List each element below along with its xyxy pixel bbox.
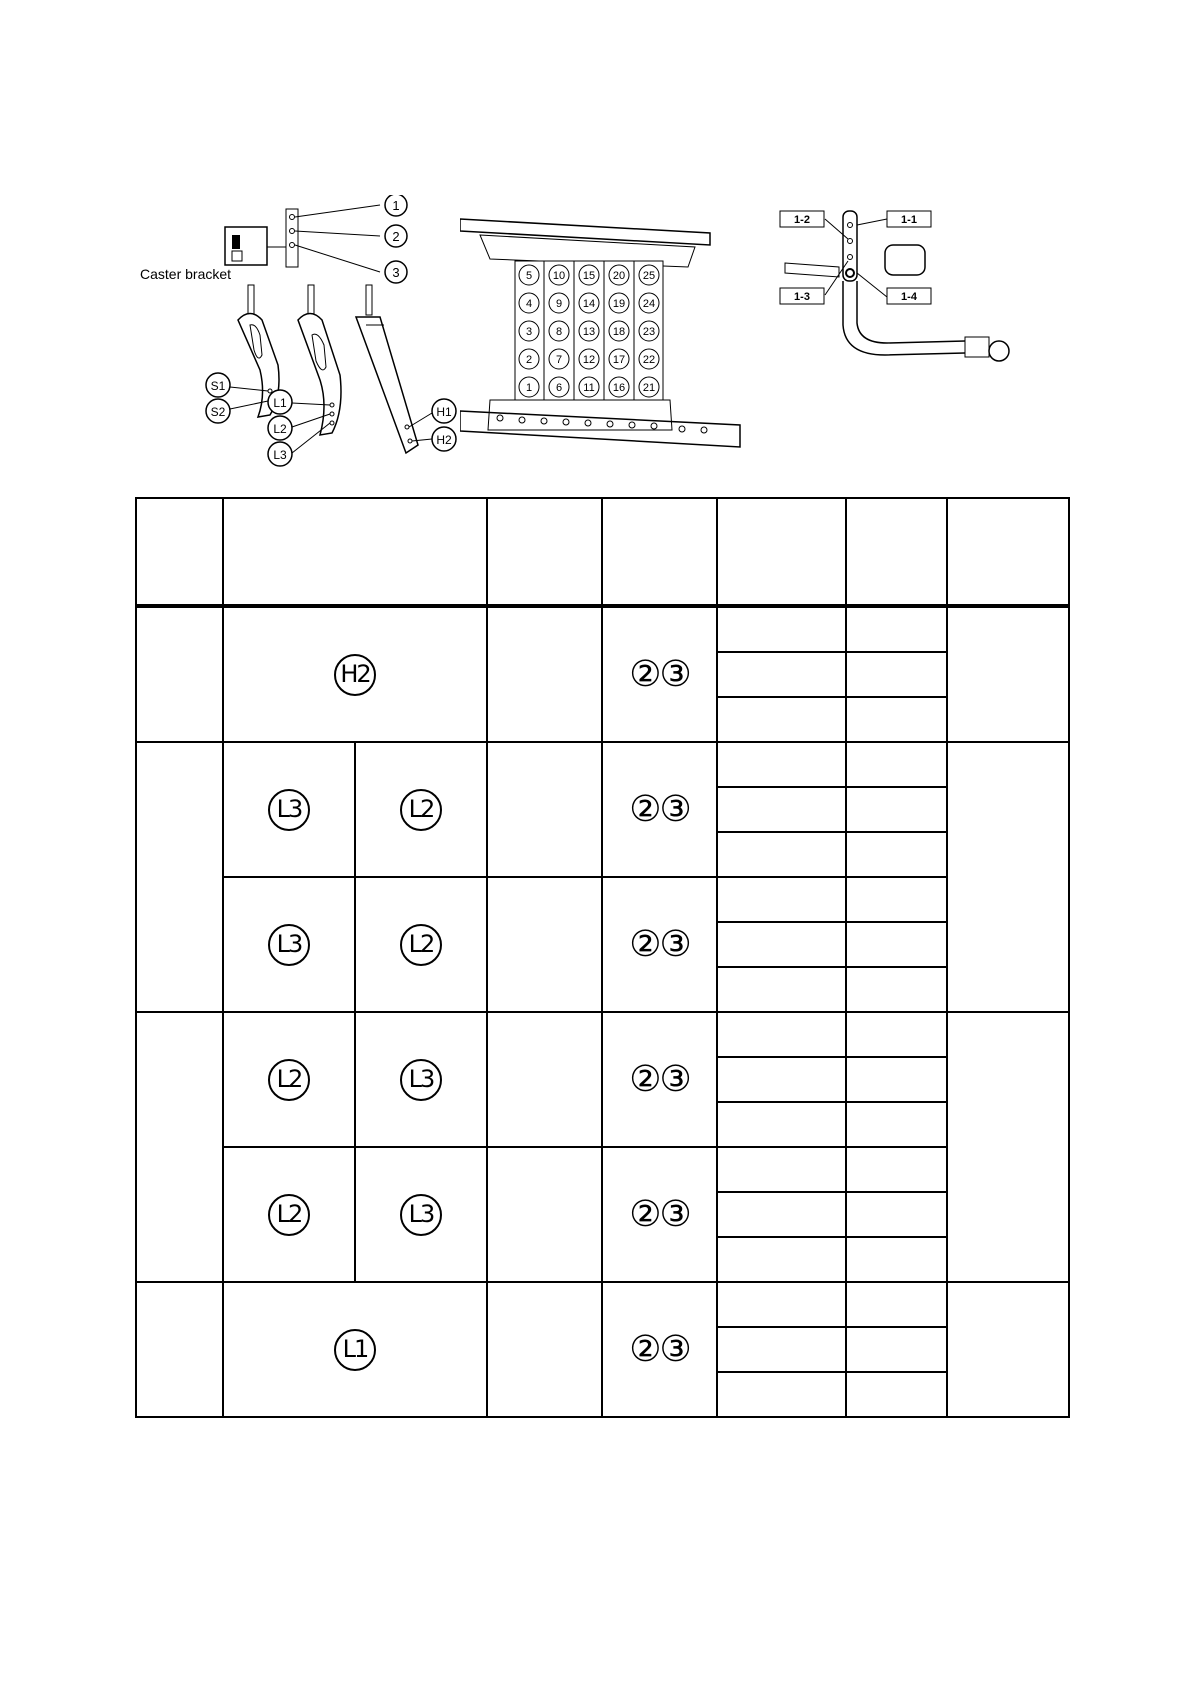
axle-hole-number: 12 <box>582 354 596 366</box>
axle-hole-number: 2 <box>525 354 533 366</box>
fork-hole-h1-label: H1 <box>436 405 452 419</box>
header-cell <box>602 498 717 606</box>
fork-position-left-cell <box>223 877 355 1012</box>
header-cell <box>846 498 947 606</box>
axle-hole-number: 19 <box>612 298 626 310</box>
fork-position-left-cell <box>223 742 355 877</box>
bracket-position-cell <box>602 1282 717 1417</box>
table-cell <box>717 832 846 877</box>
table-cell <box>947 742 1069 1012</box>
fork-hole-badge: H2 <box>334 654 376 696</box>
table-cell <box>717 652 846 697</box>
axle-hole-number: 7 <box>555 354 563 366</box>
anti-tip-label-1-4: 1-4 <box>901 291 917 303</box>
fork-hole-s1-label: S1 <box>210 379 226 393</box>
table-cell <box>846 922 947 967</box>
bracket-position-cell <box>602 742 717 877</box>
bracket-holes-text: ②③ <box>629 1329 690 1370</box>
table-cell <box>846 1192 947 1237</box>
bracket-holes-text: ②③ <box>629 789 690 830</box>
axle-hole-number: 6 <box>555 382 563 394</box>
table-cell <box>487 877 602 1012</box>
bracket-hole-2-label: 2 <box>392 229 400 244</box>
axle-hole-number: 4 <box>525 298 533 310</box>
table-cell <box>487 1012 602 1147</box>
fork-position-cell <box>223 606 487 742</box>
bracket-position-cell <box>602 606 717 742</box>
axle-hole-number: 24 <box>642 298 656 310</box>
table-cell <box>846 1147 947 1192</box>
table-cell <box>846 1012 947 1057</box>
bracket-holes-text: ②③ <box>629 1059 690 1100</box>
fork-hole-badge: L2 <box>400 789 442 831</box>
group-cell <box>136 1012 223 1282</box>
table-cell <box>846 1237 947 1282</box>
header-cell <box>947 498 1069 606</box>
axle-hole-number: 14 <box>582 298 596 310</box>
table-cell <box>487 1147 602 1282</box>
axle-hole-number: 20 <box>612 270 626 282</box>
axle-hole-number: 25 <box>642 270 656 282</box>
table-cell <box>846 652 947 697</box>
header-cell <box>487 498 602 606</box>
fork-hole-l1-label: L1 <box>273 396 287 410</box>
fork-position-cell <box>223 1282 487 1417</box>
axle-hole-number: 23 <box>642 326 656 338</box>
table-row <box>136 606 1069 652</box>
fork-position-right-cell <box>355 1147 487 1282</box>
table-cell <box>947 606 1069 742</box>
table-cell <box>846 877 947 922</box>
table-cell <box>846 1102 947 1147</box>
table-row <box>136 1012 1069 1057</box>
axle-hole-number: 3 <box>525 326 533 338</box>
axle-hole-number: 9 <box>555 298 563 310</box>
table-cell <box>717 1147 846 1192</box>
table-cell <box>717 697 846 742</box>
axle-hole-number: 1 <box>525 382 533 394</box>
group-cell <box>136 606 223 742</box>
table-cell <box>846 1327 947 1372</box>
group-cell <box>136 742 223 1012</box>
fork-hole-badge: L3 <box>268 789 310 831</box>
header-cell <box>136 498 223 606</box>
axle-hole-number: 11 <box>583 382 595 394</box>
fork-position-right-cell <box>355 742 487 877</box>
fork-hole-s2-label: S2 <box>210 405 226 419</box>
table-cell <box>717 1057 846 1102</box>
table-cell <box>487 742 602 877</box>
bracket-hole-3-label: 3 <box>392 265 400 280</box>
table-row <box>136 1282 1069 1327</box>
axle-plate-figure <box>460 215 745 455</box>
fork-hole-badge: L2 <box>400 924 442 966</box>
axle-hole-number: 10 <box>552 270 566 282</box>
table-cell <box>717 922 846 967</box>
caster-fork-figure <box>200 195 470 485</box>
bracket-position-cell <box>602 877 717 1012</box>
bracket-holes-text: ②③ <box>629 1194 690 1235</box>
axle-hole-number: 22 <box>642 354 656 366</box>
table-cell <box>717 787 846 832</box>
table-cell <box>947 1282 1069 1417</box>
axle-hole-number: 13 <box>582 326 596 338</box>
bracket-hole-1-label: 1 <box>392 198 400 213</box>
table-cell <box>717 967 846 1012</box>
table-cell <box>717 606 846 652</box>
axle-hole-number: 21 <box>642 382 656 394</box>
header-cell <box>223 498 487 606</box>
fork-position-left-cell <box>223 1012 355 1147</box>
table-cell <box>487 606 602 742</box>
table-row <box>136 1147 1069 1192</box>
axle-hole-number: 5 <box>525 270 533 282</box>
bracket-position-cell <box>602 1147 717 1282</box>
table-cell <box>846 832 947 877</box>
bracket-holes-text: ②③ <box>629 924 690 965</box>
fork-position-right-cell <box>355 1012 487 1147</box>
table-cell <box>717 1327 846 1372</box>
bracket-position-cell <box>602 1012 717 1147</box>
fork-hole-badge: L1 <box>334 1329 376 1371</box>
table-cell <box>947 1012 1069 1282</box>
table-cell <box>846 697 947 742</box>
table-header-row <box>136 498 1069 606</box>
table-cell <box>487 1282 602 1417</box>
group-cell <box>136 1282 223 1417</box>
caster-bracket-caption: Caster bracket <box>140 266 232 282</box>
table-cell <box>717 1192 846 1237</box>
table-cell <box>717 877 846 922</box>
table-cell <box>717 1102 846 1147</box>
fork-hole-badge: L2 <box>268 1059 310 1101</box>
table-cell <box>717 1372 846 1417</box>
axle-hole-number: 18 <box>612 326 626 338</box>
table-cell <box>846 1057 947 1102</box>
anti-tip-label-1-3: 1-3 <box>794 291 810 303</box>
table-row <box>136 742 1069 787</box>
fork-hole-badge: L3 <box>268 924 310 966</box>
bracket-holes-text: ②③ <box>629 654 690 695</box>
axle-hole-number: 8 <box>555 326 563 338</box>
fork-hole-h2-label: H2 <box>436 433 452 447</box>
table-cell <box>846 967 947 1012</box>
table-cell <box>717 1237 846 1282</box>
table-cell <box>717 1012 846 1057</box>
anti-tip-figure <box>775 205 1035 385</box>
axle-hole-number: 16 <box>612 382 626 394</box>
fork-hole-badge: L3 <box>400 1059 442 1101</box>
anti-tip-label-1-1: 1-1 <box>901 214 917 226</box>
anti-tip-label-1-2: 1-2 <box>794 214 810 226</box>
table-cell <box>846 1282 947 1327</box>
header-cell <box>717 498 846 606</box>
fork-hole-badge: L2 <box>268 1194 310 1236</box>
axle-hole-number: 17 <box>612 354 626 366</box>
table-cell <box>846 606 947 652</box>
fork-position-right-cell <box>355 877 487 1012</box>
fork-position-left-cell <box>223 1147 355 1282</box>
fork-hole-l2-label: L2 <box>273 422 287 436</box>
table-cell <box>846 1372 947 1417</box>
axle-hole-number: 15 <box>582 270 596 282</box>
fork-hole-l3-label: L3 <box>273 448 287 462</box>
settings-table <box>135 497 1070 1418</box>
table-row <box>136 877 1069 922</box>
table-cell <box>846 787 947 832</box>
table-cell <box>846 742 947 787</box>
table-cell <box>717 1282 846 1327</box>
table-cell <box>717 742 846 787</box>
fork-hole-badge: L3 <box>400 1194 442 1236</box>
